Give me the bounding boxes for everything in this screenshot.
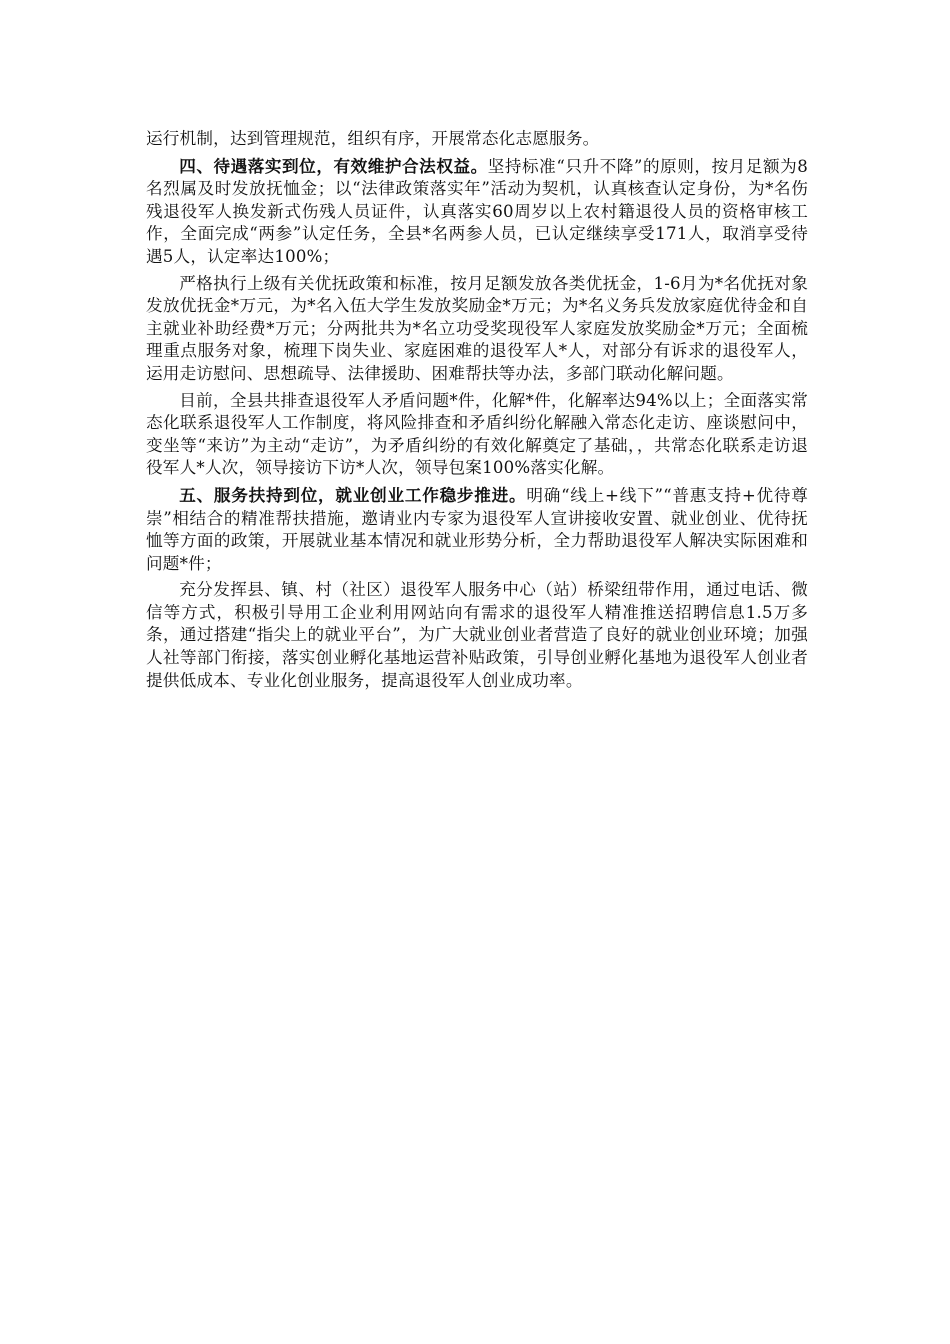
paragraph-text: 充分发挥县、镇、村（社区）退役军人服务中心（站）桥梁纽带作用，通过电话、微信等方式，积极引导用工企业利用网站向有需求的退役军人精准推送招聘信息1.5万多条，通过搭建“指尖上的就业平台”，为广大就业创业者营造了良好的就业创业环境；加强人社等部门衔接，落实创业孵化基地运营补贴政策，引导创业孵化基地为退役军人创业者提供低成本、专业化创业服务，提高退役军人创业成功率。 — [146, 580, 808, 690]
paragraph-dispute-resolution — [146, 390, 808, 480]
paragraph-service-centers — [146, 579, 808, 692]
section-heading-4: 四、待遇落实到位，有效维护合法权益。 — [179, 155, 488, 176]
paragraph-benefits — [146, 155, 808, 269]
document-page — [146, 128, 808, 692]
paragraph-text: 运行机制，达到管理规范，组织有序，开展常态化志愿服务。 — [146, 129, 600, 148]
paragraph-preferential-policies — [146, 273, 808, 386]
paragraph-text: 坚持标准“只升不降”的原则，按月足额为8名烈属及时发放抚恤金；以“法律政策落实年”活动为契机，认真核查认定身份，为*名伤残退役军人换发新式伤残人员证件，认真落实60周岁以上农村籍退役人员的资格审核工作，全面完成“两参”认定任务，全县*名两参人员，已认定继续享受171人，取消享受待遇5人，认定率达100%； — [146, 156, 808, 266]
section-heading-5: 五、服务扶持到位，就业创业工作稳步推进。 — [179, 484, 527, 505]
paragraph-text: 严格执行上级有关优抚政策和标准，按月足额发放各类优抚金，1-6月为*名优抚对象发放优抚金*万元，为*名入伍大学生发放奖励金*万元；为*名义务兵发放家庭优待金和自主就业补助经费*万元；分两批共为*名立功受奖现役军人家庭发放奖励金*万元；全面梳理重点服务对象，梳理下岗失业、家庭困难的退役军人*人，对部分有诉求的退役军人，运用走访慰问、思想疏导、法律援助、困难帮扶等办法，多部门联动化解问题。 — [146, 273, 808, 383]
paragraph-text: 目前，全县共排查退役军人矛盾问题*件，化解*件，化解率达94%以上；全面落实常态化联系退役军人工作制度，将风险排查和矛盾纠纷化解融入常态化走访、座谈慰问中，变坐等“来访”为主动“走访”，为矛盾纠纷的有效化解奠定了基础，，共常态化联系走访退役军人*人次，领导接访下访*人次，领导包案100%落实化解。 — [146, 390, 808, 478]
paragraph-continuation — [146, 128, 808, 151]
paragraph-employment-support — [146, 484, 808, 575]
paragraph-text: 明确“线上+线下”“普惠支持+优待尊崇”相结合的精准帮扶措施，邀请业内专家为退役军人宣讲接收安置、就业创业、优待抚恤等方面的政策，开展就业基本情况和就业形势分析，全力帮助退役军人解决实际困难和问题*件； — [146, 485, 808, 573]
